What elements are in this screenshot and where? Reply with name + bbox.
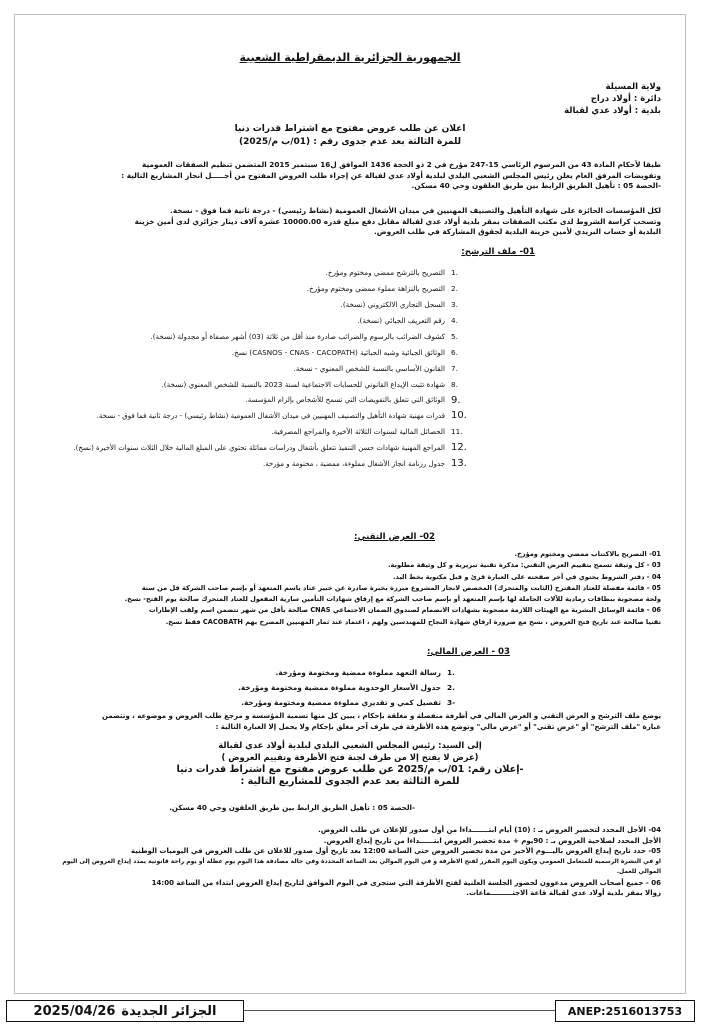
address-note: (عرض لا يفتح إلا من طرف لجنة فتح الأظرفة وتقييم العروض ) — [221, 752, 479, 763]
notice-page — [14, 14, 686, 994]
intro-line-2: وتفويضات المرفق العام يعلن رئيس المجلس الشعبي البلدي لبلدية أولاد عدي لقبالة عن إجراء طلب العروض المفتوح من أجـــــل انجاز المشاريع التالية : — [121, 170, 661, 180]
technical-line: 05 - قائمة مفصلة للعتاد المقترح (الثابت والمتحرك) المخصص لانجاز المشروع مبرزة بخبرة صادرة عن خبير عتاد باسم المتعهد أو بإسم صاحب الشركة قل من سنة — [141, 583, 661, 592]
item-text: السجل التجاري الالكتروني (نسخة). — [340, 300, 445, 310]
wilaya-line: ولاية المسيلة — [605, 82, 661, 92]
item-number: 1. — [447, 668, 455, 677]
item-number: 9. — [451, 394, 461, 406]
item-number: 7. — [451, 363, 458, 373]
terms-opening-place: زوالا بمقر بلدية أولاد عدي لقبالة قاعة الاجتـــــــــماعات. — [466, 889, 661, 897]
item-text: قدرات مهنية شهادة التأهيل والتصنيف المهنيين في ميدان الأشغال العمومية (نشاط رئيسي) - درجة ثانية فما فوق - نسخة. — [96, 411, 445, 420]
intro-paragraph — [39, 160, 661, 192]
envelope-line-1: يوضع ملف الترشح و العرض التقني و العرض المالي في أظرفة منفصلة و مغلقة بإحكام ، يبين كل منها تسمية المؤسسة و مرجع طلب العروض و موضوعه ، وتتضمن — [101, 712, 661, 720]
item-number: 1. — [451, 268, 458, 278]
item-text: شهادة تثبت الإيداع القانوني للحسابات الاجتماعية لسنة 2023 بالنسبة للشخص المعنوي (نسخة). — [161, 379, 445, 389]
anep-reference: ANEP:2516013753 — [555, 1000, 695, 1022]
item-text: رقم التعريف الجبائي (نسخة). — [357, 316, 445, 326]
intro-line-1: طبقا لأحكام المادة 43 من المرسوم الرئاسي 15-247 مؤرخ في 2 ذو الحجة 1436 الموافق ل16 سبتمبر 2015 المتضمن تنظيم الصفقات العمومية — [142, 160, 661, 169]
item-text: تفصيل كمي و تقديري مملوءة ممضية ومختومة ومؤرخة. — [241, 698, 441, 707]
item-number: 2. — [451, 284, 458, 294]
item-text: الوثائق الجبائية وشبه الجبائية (CASNOS - CNAS - CACOPATH) نسخ. — [231, 347, 445, 357]
financial-title: 03 - العرض المالي: — [427, 647, 510, 657]
list-item — [39, 695, 661, 710]
footer-divider — [244, 1010, 555, 1011]
daira-line: دائرة : أولاد دراج — [590, 94, 661, 104]
terms-validity: الأجل المحدد لصلاحية العروض بـ : 90يوم + مدة تحضير العروض ابتــــــداءا من تاريخ إيداع العروض. — [323, 836, 661, 845]
list-item — [39, 376, 661, 392]
commune-line: بلدية : أولاد عدي لقبالة — [564, 106, 661, 116]
item-number: 3- — [447, 698, 456, 707]
list-item — [39, 665, 661, 680]
list-item — [39, 392, 661, 408]
list-item — [39, 360, 661, 376]
envelope-line-2: عبارة "ملف الترشح" أو "عرض تقني" أو "عرض مالي" وتوضع هذه الأظرفة في ظرف آخر مغلق بإحكام ولا يحمل إلا العبارة التالية : — [215, 722, 661, 731]
item-text: الوثائق التي تتعلق بالتفويضات التي تسمح للأشخاص بإلزام المؤسسة. — [245, 396, 445, 405]
technical-line: 01- التصريح بالاكتتاب ممضي ومختوم ومؤرخ. — [514, 550, 661, 558]
address-to: إلى السيد: رئيس المجلس الشعبي البلدي لبلدية أولاد عدي لقبالة — [218, 740, 482, 750]
list-item — [39, 440, 661, 456]
terms-deposit: 05- حدد تاريخ إيداع العروض باليـــوم الأخير من مدة تحضير العروض حتى الساعة 12:00 بعد تاريخ أول صدور للاعلان عن طلب العروض في اليوميات الوطنية — [131, 847, 661, 855]
item-text: التصريح بالترشح ممضي ومختوم ومؤرخ. — [325, 268, 445, 278]
item-number: 2. — [447, 683, 455, 692]
publication-date: 2025/04/26 — [33, 1003, 116, 1019]
item-text: الحصائل المالية لسنوات الثلاثة الأخيرة والمراجع المصرفية. — [271, 427, 445, 437]
notice-heading — [39, 123, 661, 149]
item-text: رسالة التعهد مملوءة ممضية ومختومة ومؤرخة. — [275, 668, 441, 677]
republic-title: الجمهورية الجزائرية الديمقراطية الشعبية — [239, 51, 461, 64]
item-text: المراجع المهنية شهادات حسن التنفيذ تتعلق بأشغال ودراسات مماثلة تحتوي على المبلغ المالية خلال الثلاث سنوات الأخيرة (نسخ). — [73, 443, 445, 452]
envelope-paragraph — [39, 711, 661, 732]
item-number: 13. — [451, 458, 467, 470]
item-text: التصريح بالنزاهة مملوء ممضي ومختوم ومؤرخ. — [306, 284, 445, 294]
list-item — [39, 329, 661, 345]
terms-paragraph — [39, 825, 661, 899]
technical-line: ثقنيا صالحة عند تاريخ فتح العروض ، نسخ مع ضرورة ارفاق شهادة النجاح للمهندسين ولهم ، اعتماد عند ثمار المهنيين المصرح بهم CACOBATH فقط نسخ. — [165, 617, 661, 626]
item-text: كشوف الضرائب بالرسوم والضرائب صادرة منذ أقل من ثلاثة (03) أشهر مصفاة أو مجدولة (نسخة). — [150, 332, 445, 341]
item-number: 11. — [451, 427, 463, 437]
eligibility-line-2: وتسحب كراسة الشروط لدى مكتب الصفقات بمقر بلدية أولاد عدي لقبالة مقابل دفع مبلغ قدره 10000.00 عشرة آلاف دينار جزائري لدى أمين خزينة — [134, 216, 661, 226]
financial-list — [39, 665, 661, 710]
notice-number: رقم : (01/ب م/2025) — [238, 137, 339, 147]
item-number: 10. — [451, 410, 467, 422]
intro-lot-line: -الحصة 05 : تأهيل الطريق الرابط بين طريق العلقون وحي 40 مسكن. — [411, 181, 661, 191]
newspaper-footer — [6, 1000, 244, 1022]
eligibility-paragraph — [39, 206, 661, 238]
list-item — [39, 313, 661, 329]
eligibility-line-3: البلدية أو حساب البريدي لأمين خزينة البلدية لحقوق المشاركة في طلب العروض. — [373, 227, 661, 237]
notice-third-time: للمرة الثالثة بعد عدم جدوى — [341, 137, 462, 147]
item-number: 3. — [451, 300, 458, 310]
technical-line: 06 - قائمة الوسائل البشرية مع الهيئات اللازمة مصحوبة بشهادات الانضمام لصندوق الضمان الاجتماعي CNAS صالحة بأقل من شهر تتضمن اسم ولقب الإطارات — [149, 606, 661, 615]
admin-block — [39, 81, 661, 117]
envelope-address — [39, 739, 661, 789]
list-item — [39, 456, 661, 472]
terms-deposit-note: او في النشرة الرسمية للمتعامل العمومي ويكون اليوم المقرر لفتح الاظرفة و في اليوم الموالي بعد الساعة المحددة وفي حالة مصادفة هذا اليوم يوم عطلة أو يوم راحة قانونية يمدد إيداع العروض إلى اليوم الموالي للعمل. — [62, 857, 661, 875]
item-number: 4. — [451, 316, 458, 326]
item-text: جدول الأسعار الوحدوية مملوءة ممضية ومختومة ومؤرخة. — [238, 683, 441, 692]
list-item — [39, 408, 661, 424]
technical-line: 04 - دفتر الشروط يحتوي في آخر صفحته على العبارة قرئ و قبل مكتوبة بخط اليد. — [393, 572, 661, 581]
notice-line-1: اعلان عن طلب عروض مفتوح مع اشتراط قدرات دنيا — [234, 124, 466, 134]
address-ad: -إعلان رقم: 01/ب م/2025 عن طلب عروض مفتوح مع اشتراط قدرات دنيا — [176, 763, 524, 775]
list-item — [39, 680, 661, 695]
item-number: 12. — [451, 442, 467, 454]
list-item — [39, 344, 661, 360]
candidacy-title: 01- ملف الترشح: — [461, 247, 535, 257]
newspaper-name: الجزائر الجديدة — [121, 1003, 217, 1019]
list-item — [39, 281, 661, 297]
lot-line: -الحصة 05 : تأهيل الطريق الرابط بين طريق العلقون وحي 40 مسكن. — [169, 803, 415, 812]
address-third: للمرة الثالثة بعد عدم الجدوى للمشاريع التالية : — [240, 776, 460, 788]
item-text: القانون الأساسي بالنسبة للشخص المعنوي - نسخة. — [293, 363, 445, 373]
terms-deadline: 04- الأجل المحدد لتحضير العروض بـ : (10) أيام ابتـــــــداءا من أول صدور للإعلان عن طلب العروض. — [318, 826, 661, 834]
item-number: 5. — [451, 332, 458, 341]
candidacy-list — [39, 265, 661, 472]
item-number: 6. — [451, 347, 458, 357]
notice-line-2 — [39, 136, 661, 149]
technical-line: 03 - كل وثيقة تسمح بتقييم العرض التقني: مذكرة تقنية تبريرية و كل وثيقة مطلوبة. — [387, 561, 661, 570]
item-number: 8. — [451, 379, 458, 389]
eligibility-line-1: لكل المؤسسات الحائزة على شهادة التأهيل والتصنيف المهنيين في ميدان الأشغال العمومية (نشاط رئيسي) - درجة ثانية فما فوق - نسخة. — [170, 206, 661, 215]
technical-line: ولحة مصحوبة ببطاقات رمادية للآلات الحاملة لها بإسم المتعهد أو بإسم صاحب الشركة مع إرفاق شهادات التأمين سارية المفعول للعتاد المتحرك صالحة يوم الفتح- نسخ. — [124, 595, 661, 604]
technical-paragraph — [39, 549, 661, 628]
technical-title: 02- العرض التقني: — [354, 532, 435, 542]
terms-opening: 06 - جميع أصحاب العروض مدعوون لحضور الجلسة العلنية لفتح الأظرفة التي ستجرى في اليوم الموافق لتاريخ إيداع العروض ابتداء من الساعة 14:00 — [151, 878, 661, 887]
list-item — [39, 297, 661, 313]
list-item — [39, 424, 661, 440]
list-item — [39, 265, 661, 281]
item-text: جدول رزنامة انجاز الأشغال مملوءة، ممضية ، مختومة و مؤرخة. — [262, 459, 445, 468]
